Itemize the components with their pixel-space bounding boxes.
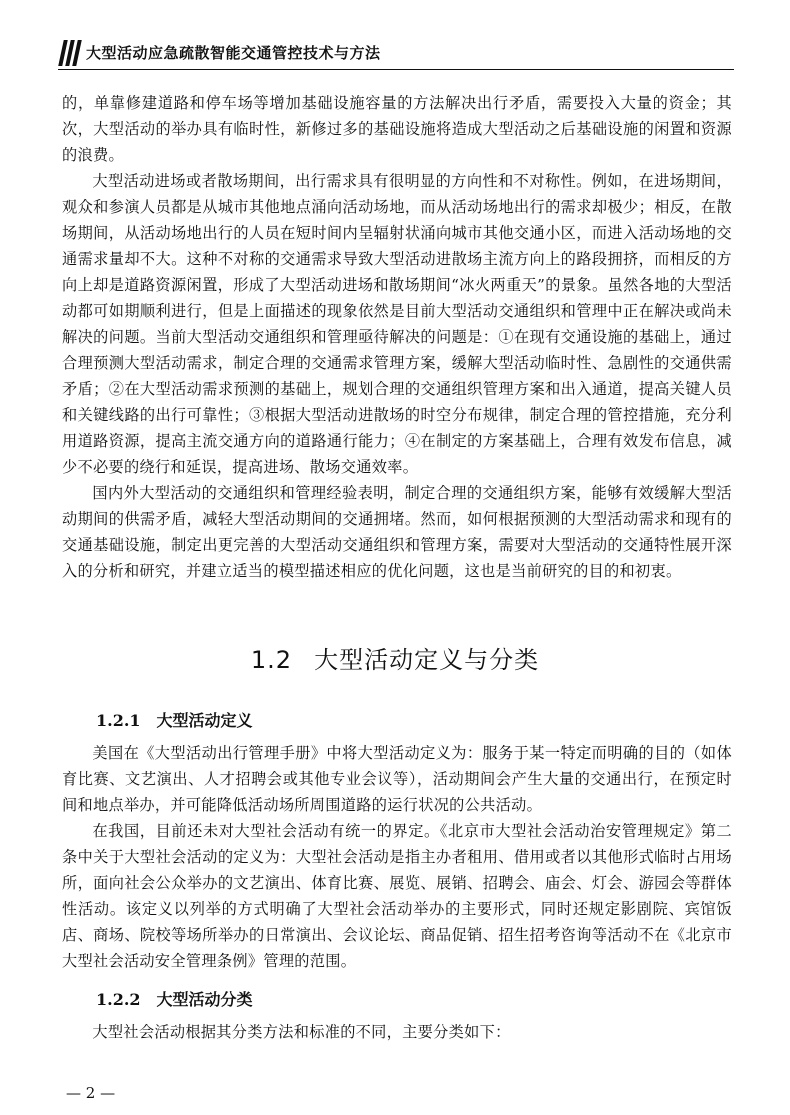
section-heading [0, 640, 790, 675]
section-number: 1.2 [250, 646, 293, 674]
header-bars-icon [58, 40, 82, 66]
subsection-number: 1.2.1 [96, 711, 141, 730]
subsection-number: 1.2.2 [96, 990, 141, 1009]
page-number: — 2 — [66, 1084, 116, 1102]
subsection-heading-definition [96, 708, 253, 731]
definition-text-block [62, 740, 732, 974]
subsection-title: 大型活动分类 [156, 990, 253, 1009]
paragraph-china-definition: 在我国，目前还未对大型社会活动有统一的界定。《北京市大型社会活动治安管理规定》第二条中关于大型社会活动的定义为：大型社会活动是指主办者租用、借用或者以其他形式临时占用场所，面向社会公众举办的文艺演出、体育比赛、展览、展销、招聘会、庙会、灯会、游园会等群体性活动。该定义以列举的方式明确了大型社会活动举办的主要形式，同时还规定影剧院、宾馆饭店、商场、院校等场所举办的日常演出、会议论坛、商品促销、招生招考咨询等活动不在《北京市大型社会活动安全管理条例》管理的范围。 [62, 822, 732, 970]
section-title-text: 大型活动定义与分类 [314, 646, 540, 674]
running-header [58, 38, 734, 68]
classification-text-block [62, 1019, 732, 1045]
paragraph-traffic-asymmetry: 大型活动进场或者散场期间，出行需求具有很明显的方向性和不对称性。例如，在进场期间，观众和参演人员都是从城市其他地点涌向活动场地，而从活动场地出行的需求却极少；相反，在散场期间，从活动场地出行的人员在短时间内呈辐射状涌向城市其他交通小区，而进入活动场地的交通需求量却不大。这种不对称的交通需求导致大型活动进散场主流方向上的路段拥挤，而相反的方向上却是道路资源闲置，形成了大型活动进场和散场期间“冰火两重天”的景象。虽然各地的大型活动都可如期顺利进行，但是上面描述的现象依然是目前大型活动交通组织和管理中正在解决或尚未解决的问题。当前大型活动交通组织和管理亟待解决的问题是：①在现有交通设施的基础上，通过合理预测大型活动需求，制定合理的交通需求管理方案，缓解大型活动临时性、急剧性的交通供需矛盾；②在大型活动需求预测的基础上，规划合理的交通组织管理方案和出入通道，提高关键人员和关键线路的出行可靠性；③根据大型活动进散场的时空分布规律，制定合理的管控措施，充分利用道路资源，提高主流交通方向的道路通行能力；④在制定的方案基础上，合理有效发布信息，减少不必要的绕行和延误，提高进场、散场交通效率。 [62, 172, 732, 476]
paragraph-classification-intro: 大型社会活动根据其分类方法和标准的不同，主要分类如下： [92, 1023, 511, 1041]
subsection-heading-classification [96, 987, 253, 1010]
paragraph-continuation: 的，单靠修建道路和停车场等增加基础设施容量的方法解决出行矛盾，需要投入大量的资金；其次，大型活动的举办具有临时性，新修过多的基础设施将造成大型活动之后基础设施的闲置和资源的浪费。 [62, 94, 732, 164]
header-divider [58, 69, 734, 70]
intro-text-block [62, 90, 732, 584]
paragraph-us-definition: 美国在《大型活动出行管理手册》中将大型活动定义为：服务于某一特定而明确的目的（如体育比赛、文艺演出、人才招聘会或其他专业会议等），活动期间会产生大量的交通出行，在预定时间和地点举办，并可能降低活动场所周围道路的运行状况的公共活动。 [62, 744, 732, 814]
paragraph-research-purpose: 国内外大型活动的交通组织和管理经验表明，制定合理的交通组织方案，能够有效缓解大型活动期间的供需矛盾，减轻大型活动期间的交通拥堵。然而，如何根据预测的大型活动需求和现有的交通基础设施，制定出更完善的大型活动交通组织和管理方案，需要对大型活动的交通特性展开深入的分析和研究，并建立适当的模型描述相应的优化问题，这也是当前研究的目的和初衷。 [62, 484, 732, 580]
running-header-title: 大型活动应急疏散智能交通管控技术与方法 [86, 44, 381, 62]
subsection-title: 大型活动定义 [156, 711, 253, 730]
